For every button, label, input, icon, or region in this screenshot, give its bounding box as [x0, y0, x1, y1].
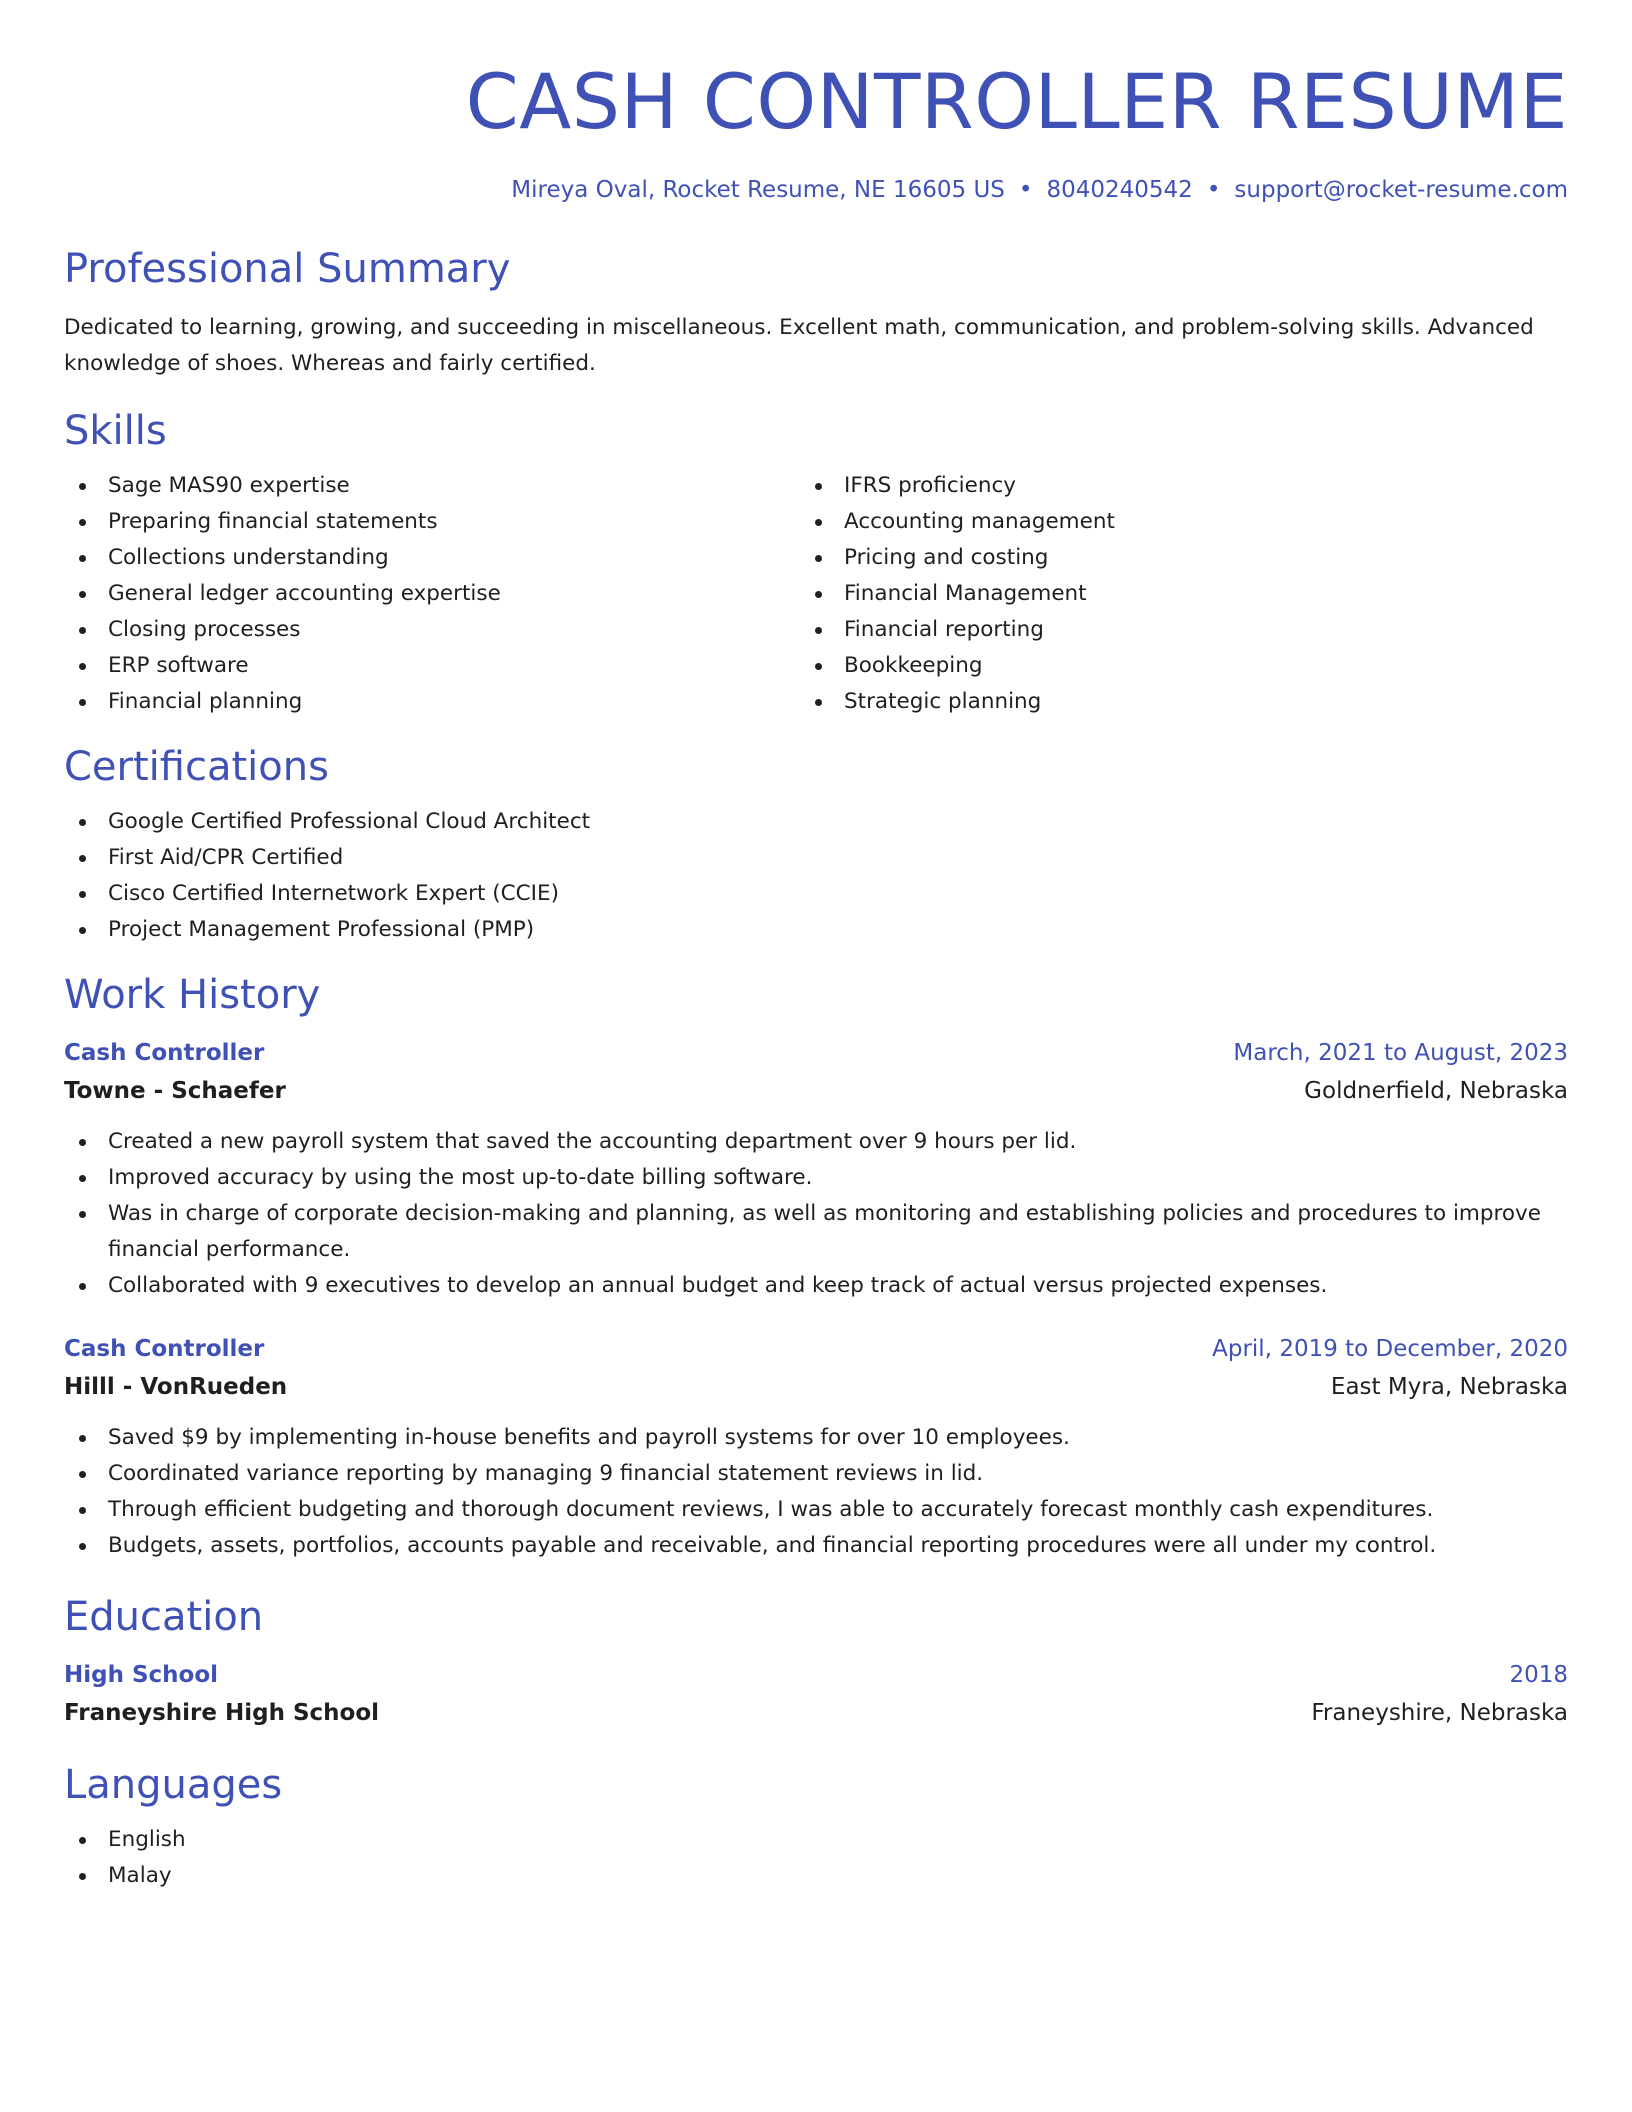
certification-item: Cisco Certified Internetwork Expert (CCIE) — [64, 876, 1568, 912]
job-title: Cash Controller — [64, 1336, 265, 1362]
education-entry — [64, 1656, 1568, 1732]
skill-item: Sage MAS90 expertise — [64, 468, 800, 504]
skill-item: ERP software — [64, 648, 800, 684]
skills-column-left — [64, 468, 800, 720]
summary-text: Dedicated to learning, growing, and succeeding in miscellaneous. Excellent math, communication, and problem-solving skills. Advanced knowledge of shoes. Whereas and fairly certified. — [64, 315, 1534, 376]
contact-separator: • — [1018, 177, 1033, 203]
job-bullet: Collaborated with 9 executives to develop an annual budget and keep track of actual versus projected expenses. — [64, 1268, 1568, 1304]
certifications-list — [64, 804, 1568, 948]
languages-heading: Languages — [64, 1762, 283, 1808]
job-header-row — [64, 1034, 1568, 1072]
job-company-row — [64, 1072, 1568, 1110]
job-entry — [64, 1330, 1568, 1564]
skill-item: Preparing financial statements — [64, 504, 800, 540]
job-dates: April, 2019 to December, 2020 — [1212, 1336, 1568, 1362]
contact-phone: 8040240542 — [1046, 177, 1193, 203]
job-bullets — [64, 1124, 1568, 1304]
certification-item: Project Management Professional (PMP) — [64, 912, 1568, 948]
education-degree: High School — [64, 1662, 219, 1688]
resume-header — [64, 52, 1568, 206]
job-header-row — [64, 1330, 1568, 1368]
languages-list — [64, 1822, 1568, 1894]
language-item: English — [64, 1822, 1568, 1858]
summary-heading: Professional Summary — [64, 246, 511, 292]
skill-item: Collections understanding — [64, 540, 800, 576]
skill-item: Financial planning — [64, 684, 800, 720]
job-company: Hilll - VonRueden — [64, 1374, 288, 1400]
skill-item: Financial Management — [800, 576, 1536, 612]
job-bullets — [64, 1420, 1568, 1564]
skills-list — [64, 468, 1568, 720]
skills-column-right — [800, 468, 1536, 720]
job-bullet: Saved $9 by implementing in-house benefits and payroll systems for over 10 employees. — [64, 1420, 1568, 1456]
job-location: Goldnerfield, Nebraska — [1304, 1078, 1568, 1104]
skills-heading: Skills — [64, 408, 167, 454]
job-bullet: Was in charge of corporate decision-making and planning, as well as monitoring and establishing policies and procedures to improve financial performance. — [64, 1196, 1568, 1268]
certification-item: First Aid/CPR Certified — [64, 840, 1568, 876]
skill-item: Financial reporting — [800, 612, 1536, 648]
language-item: Malay — [64, 1858, 1568, 1894]
skill-item: Bookkeeping — [800, 648, 1536, 684]
education-heading: Education — [64, 1594, 264, 1640]
education-location: Franeyshire, Nebraska — [1311, 1700, 1568, 1726]
contact-address: Mireya Oval, Rocket Resume, NE 16605 US — [511, 177, 1005, 203]
skill-item: IFRS proficiency — [800, 468, 1536, 504]
skill-item: Pricing and costing — [800, 540, 1536, 576]
education-year: 2018 — [1509, 1662, 1568, 1688]
contact-separator: • — [1206, 177, 1221, 203]
skill-item: General ledger accounting expertise — [64, 576, 800, 612]
contact-line — [64, 174, 1568, 206]
skill-item: Strategic planning — [800, 684, 1536, 720]
job-company: Towne - Schaefer — [64, 1078, 286, 1104]
job-bullet: Budgets, assets, portfolios, accounts payable and receivable, and financial reporting procedures were all under my control. — [64, 1528, 1568, 1564]
education-school-row — [64, 1694, 1568, 1732]
skill-item: Accounting management — [800, 504, 1536, 540]
job-bullet: Created a new payroll system that saved the accounting department over 9 hours per lid. — [64, 1124, 1568, 1160]
job-entry — [64, 1034, 1568, 1304]
certification-item: Google Certified Professional Cloud Architect — [64, 804, 1568, 840]
contact-email: support@rocket-resume.com — [1234, 177, 1568, 203]
job-company-row — [64, 1368, 1568, 1406]
education-school: Franeyshire High School — [64, 1700, 380, 1726]
job-bullet: Coordinated variance reporting by managing 9 financial statement reviews in lid. — [64, 1456, 1568, 1492]
job-dates: March, 2021 to August, 2023 — [1233, 1040, 1568, 1066]
skill-item: Closing processes — [64, 612, 800, 648]
job-title: Cash Controller — [64, 1040, 265, 1066]
job-bullet: Improved accuracy by using the most up-to-date billing software. — [64, 1160, 1568, 1196]
job-bullet: Through efficient budgeting and thorough document reviews, I was able to accurately forecast monthly cash expenditures. — [64, 1492, 1568, 1528]
job-location: East Myra, Nebraska — [1330, 1374, 1568, 1400]
resume-title: CASH CONTROLLER RESUME — [465, 57, 1568, 146]
certifications-heading: Certifications — [64, 744, 329, 790]
education-header-row — [64, 1656, 1568, 1694]
work-history-heading: Work History — [64, 972, 321, 1018]
